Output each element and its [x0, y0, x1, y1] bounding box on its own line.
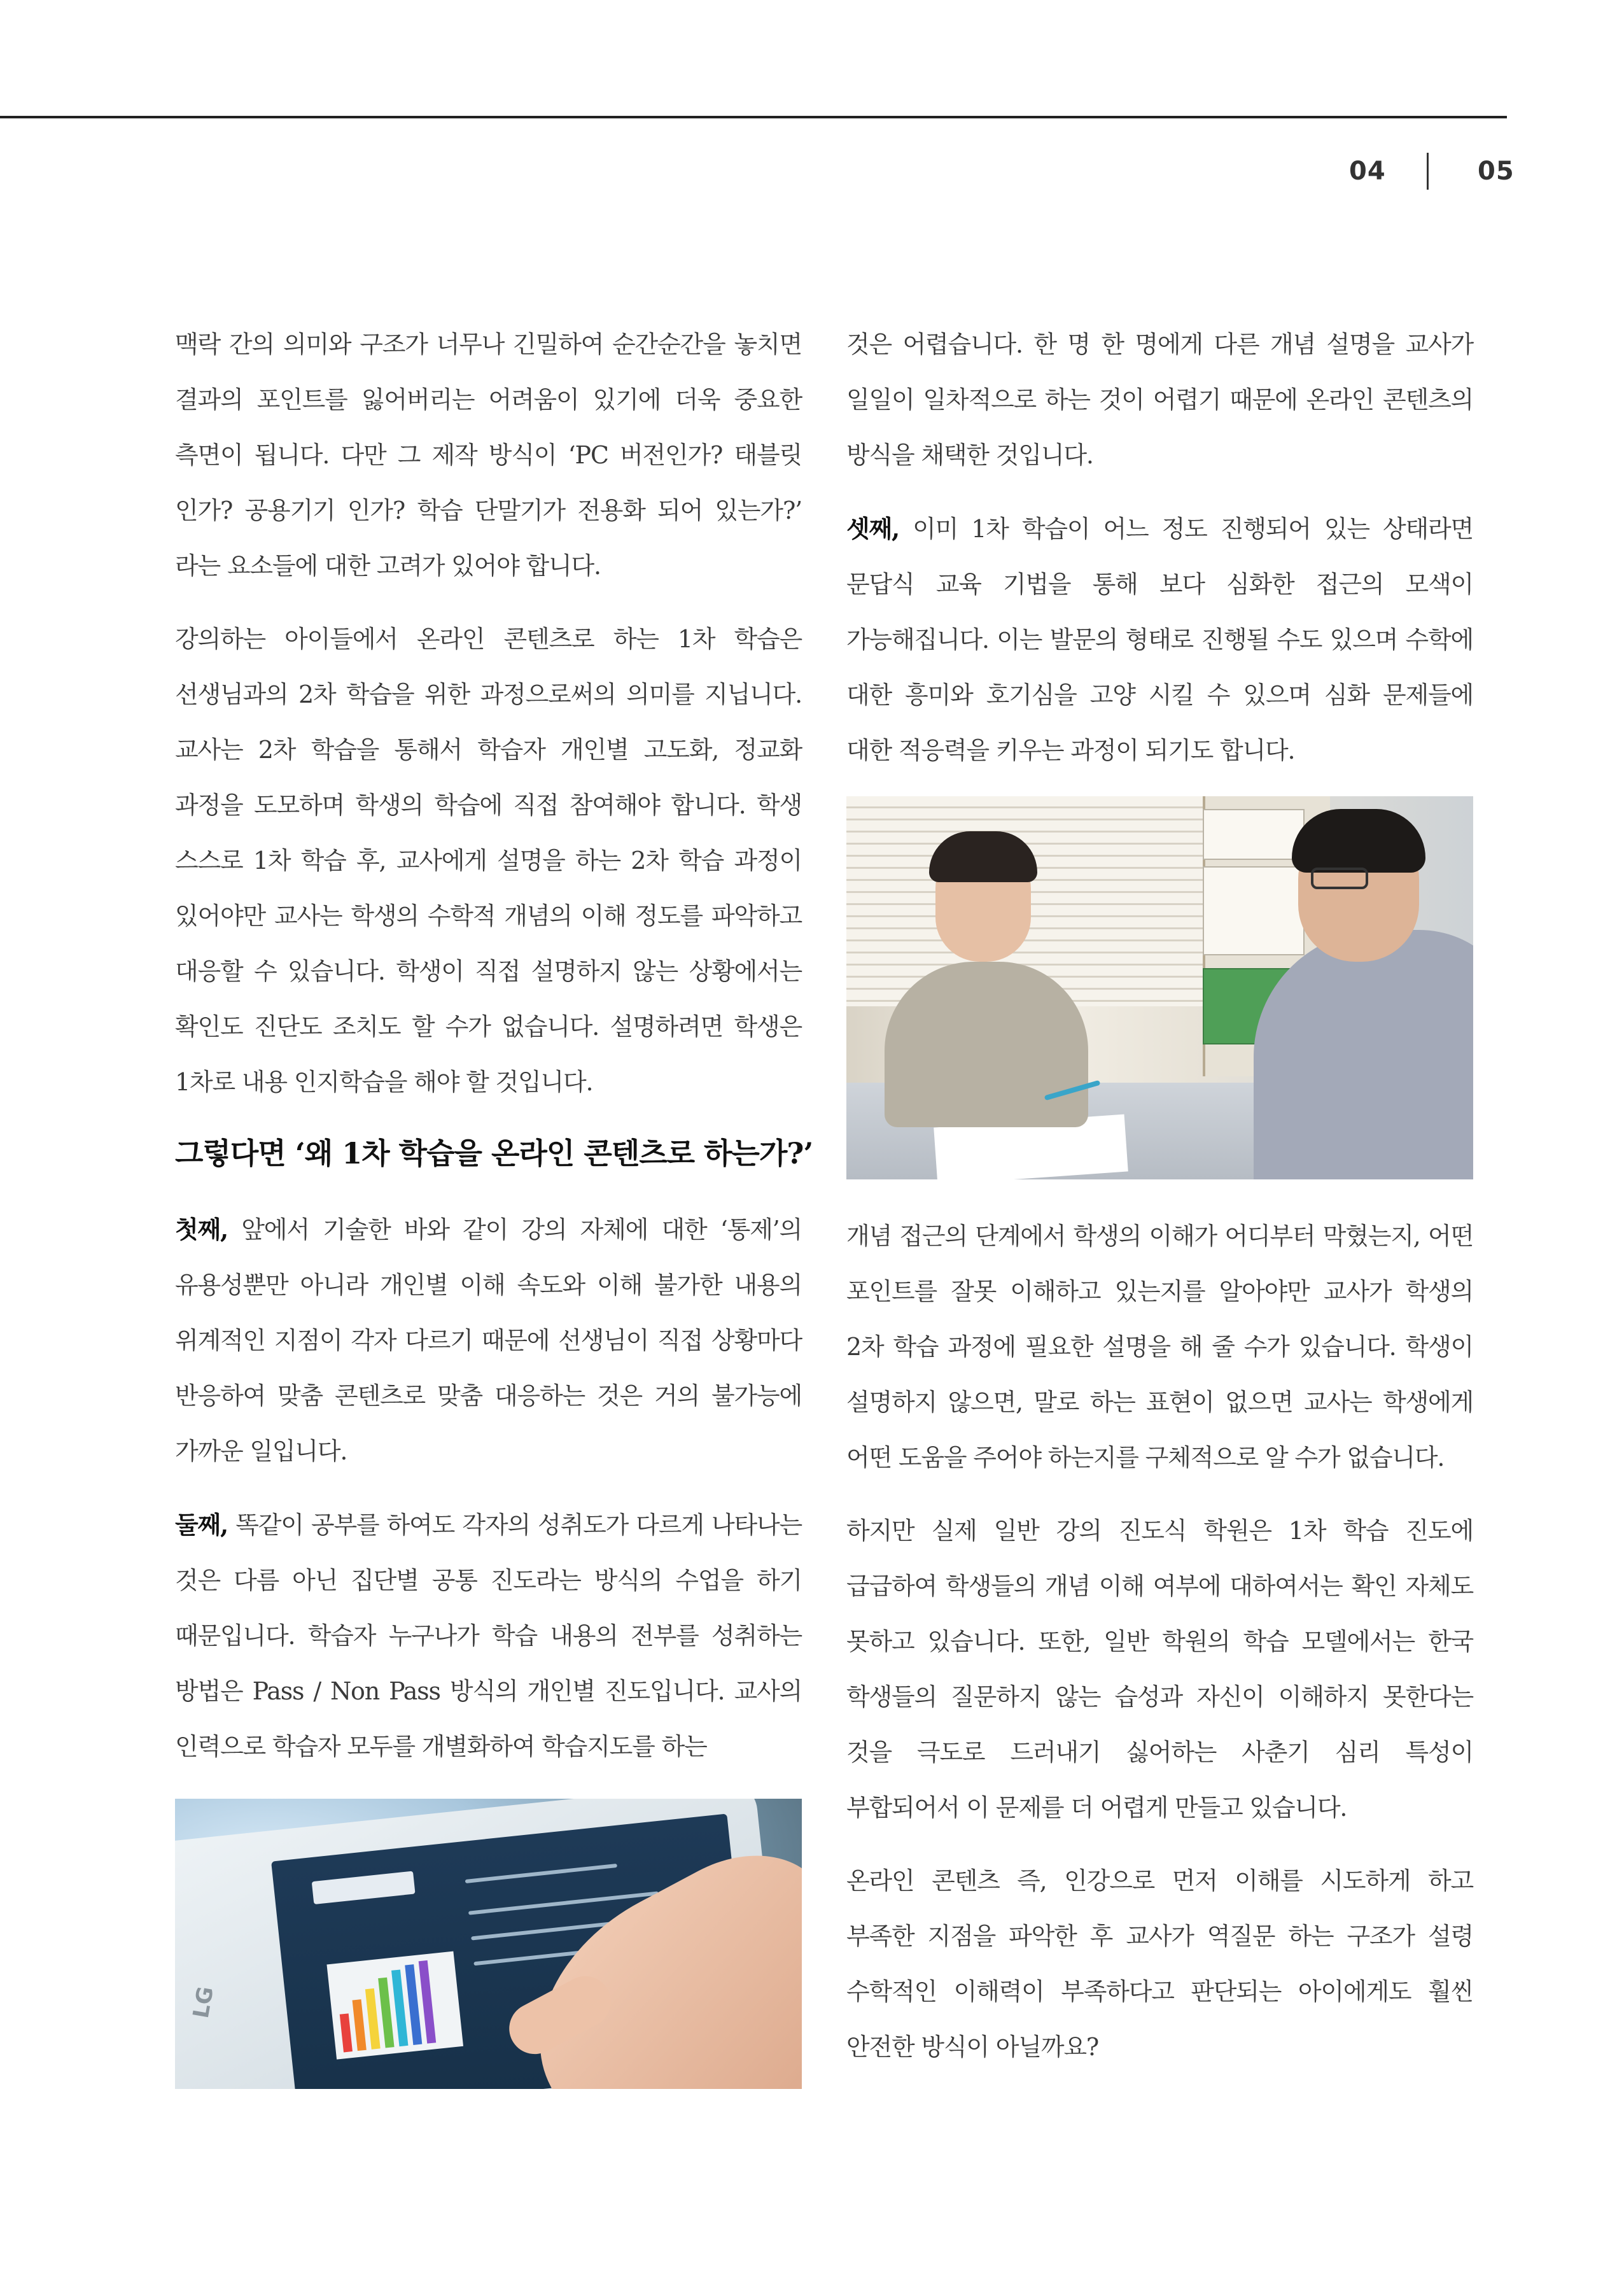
page-number-right: 05: [1478, 157, 1515, 186]
right-paragraph-5: 온라인 콘텐츠 즉, 인강으로 먼저 이해를 시도하게 하고 부족한 지점을 파악한 후 교사가 역질문 하는 구조가 설령 수학적인 이해력이 부족하다고 판단되는 아이에게도 훨씬 안전한 방식이 아닐까요?: [846, 1867, 1473, 2061]
chart-bar: [419, 1960, 437, 2044]
first-point-text: 앞에서 기술한 바와 같이 강의 자체에 대한 ‘통제’의 유용성뿐만 아니라 개인별 이해 속도와 이해 불가한 내용의 위계적인 지점이 각자 다르기 때문에 선생님이 직접 상황마다 반응하여 맞춤 콘텐츠로 맞춤 대응하는 것은 거의 불가능에 가까운 일입니다.: [175, 1216, 802, 1465]
right-paragraph-3: 개념 접근의 단계에서 학생의 이해가 어디부터 막혔는지, 어떤 포인트를 잘못 이해하고 있는지를 알아야만 교사가 학생의 2차 학습 과정에 필요한 설명을 해 줄 수가 있습니다. 학생이 설명하지 않으면, 말로 하는 표현이 없으면 교사는 학생에게 어떤 도움을 주어야 하는지를 구체적으로 알 수가 없습니다.: [846, 1222, 1473, 1472]
first-point-paragraph: [175, 1202, 802, 1479]
chart-bar: [365, 1988, 381, 2049]
third-point-label: 셋째,: [846, 514, 900, 543]
right-column: [846, 317, 1473, 2093]
glasses-icon: [1311, 868, 1368, 889]
second-point-label: 둘째,: [175, 1510, 228, 1539]
chart-bar: [391, 1969, 408, 2046]
header-rule: [0, 116, 1507, 118]
first-point-label: 첫째,: [175, 1215, 228, 1244]
section-subheading: 그렇다면 ‘왜 1차 학습을 온라인 콘텐츠로 하는가?’: [175, 1136, 813, 1171]
page-number-divider: [1427, 153, 1429, 190]
second-point-paragraph: [175, 1497, 802, 1775]
tablet-brand-logo: LG: [188, 1985, 219, 2020]
teacher-figure: [885, 962, 1088, 1127]
left-column: [175, 317, 813, 2089]
right-paragraph-4: 하지만 실제 일반 강의 진도식 학원은 1차 학습 진도에 급급하여 학생들의 개념 이해 여부에 대하여서는 확인 자체도 못하고 있습니다. 또한, 일반 학원의 학습 모델에서는 한국 학생들의 질문하지 않는 습성과 자신이 이해하지 못한다는 것을 극도로 드러내기 싫어하는 사춘기 심리 특성이 부합되어서 이 문제를 더 어렵게 만들고 있습니다.: [846, 1517, 1473, 1822]
screen-title-tab: [312, 1871, 416, 1905]
page-number-left: 04: [1349, 157, 1386, 186]
third-point-text: 이미 1차 학습이 어느 정도 진행되어 있는 상태라면 문답식 교육 기법을 통해 보다 심화한 접근의 모색이 가능해집니다. 이는 발문의 형태로 진행될 수도 있으며 수학에 대한 흥미와 호기심을 고양 시킬 수 있으며 심화 문제들에 대한 적응력을 키우는 과정이 되기도 합니다.: [846, 515, 1473, 764]
screen-bar-chart: [326, 1951, 463, 2060]
chart-bar: [340, 2013, 353, 2052]
notice-sheet: [1203, 809, 1305, 860]
screen-text-line: [465, 1864, 617, 1883]
chart-bar: [378, 1978, 394, 2048]
chart-bar: [353, 1999, 367, 2051]
tablet-photo: [175, 1799, 802, 2089]
second-point-text: 똑같이 공부를 하여도 각자의 성취도가 다르게 나타나는 것은 다름 아닌 집단별 공통 진도라는 방식의 수업을 하기 때문입니다. 학습자 누구나가 학습 내용의 전부를 성취하는 방법은 Pass / Non Pass 방식의 개인별 진도입니다. 교사의 인력으로 학습자 모두를 개별화하여 학습지도를 하는: [175, 1511, 802, 1761]
left-paragraph-2: 강의하는 아이들에서 온라인 콘텐츠로 하는 1차 학습은 선생님과의 2차 학습을 위한 과정으로써의 의미를 지닙니다. 교사는 2차 학습을 통해서 학습자 개인별 고도화, 정교화 과정을 도모하며 학생의 학습에 직접 참여해야 합니다. 학생 스스로 1차 학습 후, 교사에게 설명을 하는 2차 학습 과정이 있어야만 교사는 학생의 수학적 개념의 이해 정도를 파악하고 대응할 수 있습니다. 학생이 직접 설명하지 않는 상황에서는 확인도 진단도 조치도 할 수가 없습니다. 설명하려면 학생은 1차로 내용 인지학습을 해야 할 것입니다.: [175, 625, 802, 1096]
student-hair: [1292, 809, 1425, 873]
classroom-photo: [846, 796, 1473, 1179]
left-paragraph-1: 맥락 간의 의미와 구조가 너무나 긴밀하여 순간순간을 놓치면 결과의 포인트를 잃어버리는 어려움이 있기에 더욱 중요한 측면이 됩니다. 다만 그 제작 방식이 ‘PC 버전인가? 태블릿 인가? 공용기기 인가? 학습 단말기가 전용화 되어 있는가?’ 라는 요소들에 대한 고려가 있어야 합니다.: [175, 330, 802, 580]
notice-sheet: [1203, 866, 1305, 955]
third-point-paragraph: [846, 501, 1473, 778]
right-paragraph-1: 것은 어렵습니다. 한 명 한 명에게 다른 개념 설명을 교사가 일일이 일차적으로 하는 것이 어렵기 때문에 온라인 콘텐츠의 방식을 채택한 것입니다.: [846, 330, 1473, 469]
